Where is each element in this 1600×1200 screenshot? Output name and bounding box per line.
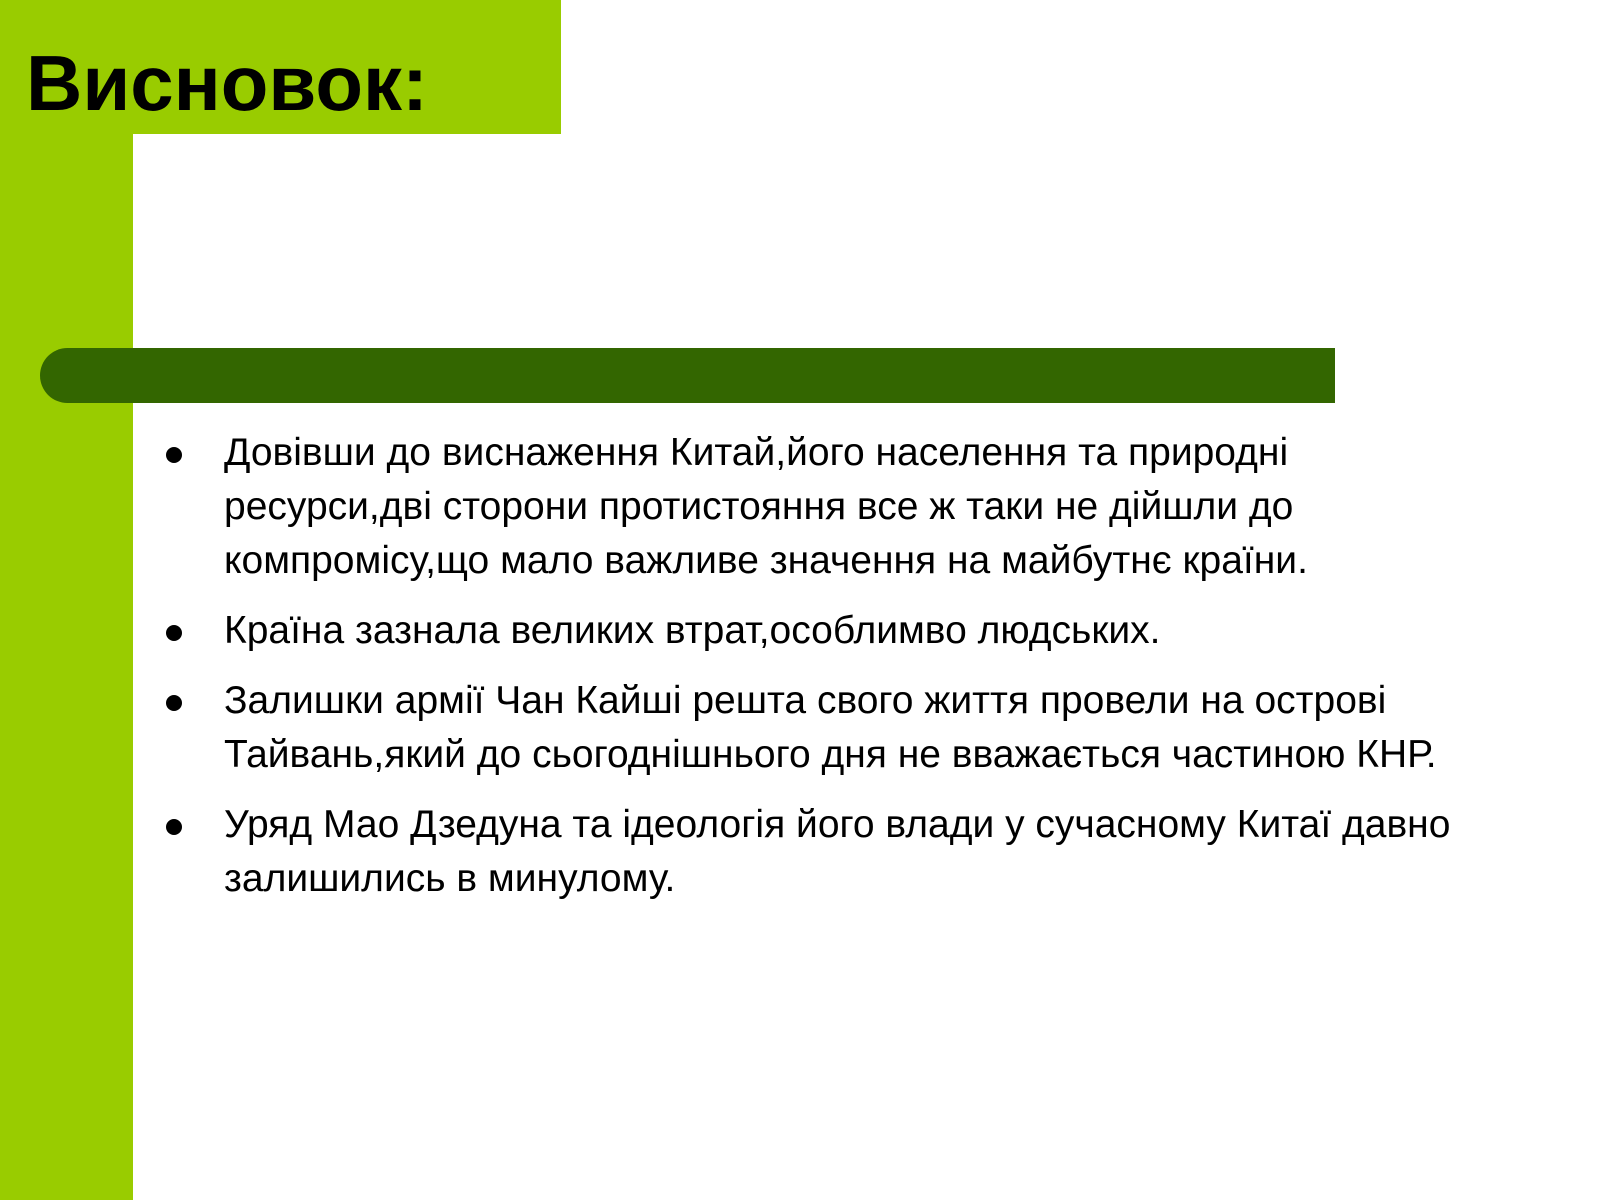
bullet-item	[166, 426, 1486, 588]
slide-title: Висновок:	[26, 39, 428, 127]
rounded-corner-shape	[133, 134, 253, 254]
bullet-icon	[166, 695, 182, 711]
bullet-item	[166, 604, 1486, 658]
slide-content	[166, 426, 1486, 922]
bullet-item	[166, 798, 1486, 906]
bullet-text: Уряд Мао Дзедуна та ідеологія його влади у сучасному Китаї давно залишились в минулому.	[224, 803, 1451, 900]
bullet-icon	[166, 625, 182, 641]
bullet-item	[166, 674, 1486, 782]
bullet-text: Країна зазнала великих втрат,особлимво людських.	[224, 609, 1161, 652]
bullet-text: Залишки армії Чан Кайші решта свого життя провели на острові Тайвань,який до сьогоднішнього дня не вважається частиною КНР.	[224, 679, 1437, 776]
left-accent-band	[0, 0, 133, 1200]
bullet-icon	[166, 447, 182, 463]
bullet-icon	[166, 819, 182, 835]
divider-bar	[40, 348, 1335, 403]
bullet-list	[166, 426, 1486, 906]
bullet-text: Довівши до виснаження Китай,його населення та природні ресурси,дві сторони протистояння все ж таки не дійшли до компромісу,що мало важливе значення на майбутнє країни.	[224, 431, 1308, 582]
